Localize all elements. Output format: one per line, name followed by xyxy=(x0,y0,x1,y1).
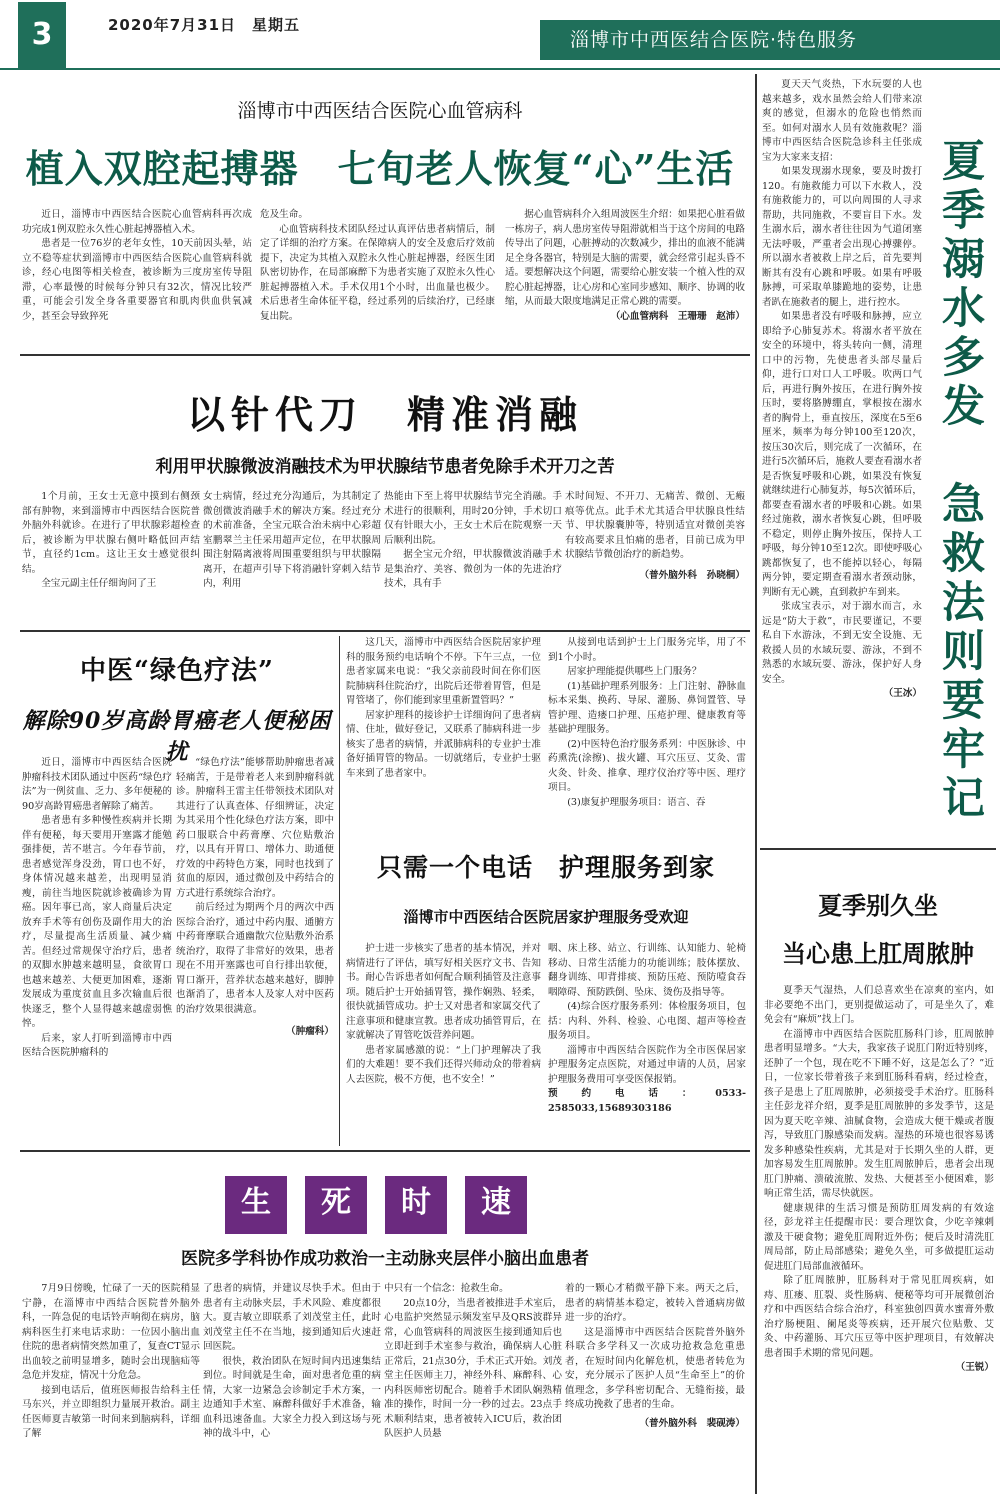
article5-subtitle: 医院多学科协作成功救治一主动脉夹层伴小脑出血患者 xyxy=(181,1249,589,1269)
hemorrhoid-article-title1: 夏季别久坐 xyxy=(818,891,938,920)
paragraph: 患者患有多种慢性疾病并长期伴有便秘，每天要用开塞露才能勉强排便，苦不堪言。今年春节前，患者感觉浑身没劲，胃口也不好，身体情况越来越差，出现明显消瘦，前往当地医院就诊被确诊为胃癌。因年事已高，家人商量后决定放弃手术等有创伤及副作用大的治疗，尽量提高生活质量、减少痛苦。但经过常规保守治疗后，患者的双脚水肿越来越明显，食欲胃口也越来越差、大便更加困难，逐渐发展成为重度贫血且多次输血后很快逐乏，整个人显得越来越虚弱憔悴。 xyxy=(22,815,172,1029)
article2-col3 xyxy=(384,490,562,625)
divider xyxy=(20,630,750,632)
byline: （普外脑外科 裴砚涛） xyxy=(639,1417,745,1429)
hemorrhoid-article-text xyxy=(764,984,994,1492)
paragraph: (3)康复护理服务项目：语言、吞 xyxy=(567,796,706,808)
section-banner: 淄博市中西医结合医院·特色服务 xyxy=(540,20,1000,60)
article3-kicker: 中医“绿色疗法” xyxy=(80,656,274,686)
paragraph: 近日，淄博市中西医结合医院肿瘤科技术团队通过中医药“绿色疗法”为一例贫血、乏力、多年便秘的90岁高龄胃癌患者解除了痛苦。 xyxy=(22,757,172,812)
paragraph: 在淄博市中西医结合医院肛肠科门诊，肛周脓肿患者明显增多。“大夫，我家孩子说肛门附近特别疼，还肿了一个包，现在吃不下睡不好，这是怎么了？”近日，一位家长带着孩子来到肛肠科看病，经过检查，孩子是患上了肛周脓肿，必须接受手术治疗。肛肠科主任彭龙祥介绍，夏季是肛周脓肿的多发季节，这是因为夏天吃辛辣、油腻食物，会造成大便干燥或者腹泻，导致肛门腺感染而发病。湿热的环境也很容易诱发多种感染性疾病，尤其是对于长期久坐的人群，更加容易发生肛周脓肿。发生肛周脓肿后，患者会出现肛门肿痛、溃破流脓、发热、大便甚至小便困难，影响正常生活，需尽快就医。 xyxy=(764,1028,994,1199)
byline: （肿瘤科） xyxy=(286,1026,334,1037)
hemorrhoid-article-title2: 当心患上肛周脓肿 xyxy=(782,939,974,968)
paragraph: 患者家属感激的说：“上门护理解决了我们的大难题！要不我们还得兴师动众的带着病人去医院，极不方便，也不安全！” xyxy=(346,1044,541,1085)
paragraph: (1)基础护理系列服务：上门注射、静脉血标本采集、换药、导尿、灌肠、鼻饲置管、导管护理、造瘘口护理、压疮护理、健康教育等基础护理服务。 xyxy=(548,680,746,735)
article4-top-col1 xyxy=(346,636,541,834)
divider xyxy=(339,636,340,1146)
article4-subtitle: 淄博市中西医结合医院居家护理服务受欢迎 xyxy=(403,908,689,926)
paragraph: 7月9日傍晚，忙碌了一天的医院稍显宁静，在淄博市中西结合医院普外脑外科，一阵急促的电话铃声响彻在病房，脑病科医生打来电话求助：一位因小脑出血住院的患者病情突然加重了，复查CT显示出血较之前明显增多，随时会出现脑疝等急危并发症，情况十分危急。 xyxy=(22,1283,200,1381)
article2-title: 以针代刀 精准消融 xyxy=(186,393,583,437)
issue-date: 2020年7月31日 星期五 xyxy=(108,16,301,34)
banner-char: 速 xyxy=(465,1176,527,1234)
drowning-article-text xyxy=(762,78,922,840)
article3-col1 xyxy=(22,756,172,1142)
article5-col2 xyxy=(203,1282,381,1490)
paragraph: 近日，淄博市中西医结合医院心血管病科再次成功完成1例双腔永久性心脏起搏器植入术。 xyxy=(22,209,252,235)
article4-top-col2 xyxy=(548,636,746,834)
paragraph: 后来，家人打听到淄博市中西医结合医院肿瘤科的 xyxy=(22,1032,172,1058)
paragraph: 女士病情，经过充分沟通后，为其制定了微创微波消融手术的解决方案。经过充分的术前准备，全宝元联合治未病中心彩超室鹏翠兰主任采用超声定位，在甲状腺周围注射隔离液将周围重要组织与甲状腺隔离开，在超声引导下将消融针穿刺入结节内，利用 xyxy=(203,491,381,589)
article2-col2 xyxy=(203,490,381,625)
divider xyxy=(20,354,750,356)
paragraph: 这几天，淄博市中西医结合医院居家护理科的服务预约电话响个不停。下午三点，一位患者家属来电说：“我父亲前段时间在你们医院肺病科住院治疗，出院后还带着胃管，但是胃管堵了，你们能到家里重新置管吗？” xyxy=(346,637,541,706)
paragraph: 术时间短、不开刀、无痛苦、微创、无瘢痕等优点。此手术尤其适合甲状腺良性结节、甲状腺囊肿等，特别适宜对微创美容有较高要求且怕痛的患者，目前已成为甲状腺结节微创治疗的新趋势。 xyxy=(565,491,745,560)
page-number: 3 xyxy=(18,2,66,68)
article1-kicker: 淄博市中西医结合医院心血管病科 xyxy=(237,100,523,122)
paragraph: 据全宝元介绍，甲状腺微波消融手术是集治疗、美容、微创为一体的先进治疗技术，具有手 xyxy=(384,549,562,589)
paragraph: 淄博市中西医结合医院作为全市医保居家护理服务定点医院，对通过申请的人员，居家护理服务费用可享受医保报销。 xyxy=(548,1044,746,1085)
paragraph: 很快，救治团队在短时间内迅速集结到位。时间就是生命，面对患者危重的病情，大家一边紧急会诊制定手术方案，一边通知手术室、麻醉科做好手术准备，输血科迅速备血。大家全力投入到这场与死神的战斗中，心 xyxy=(203,1355,381,1439)
paragraph: 咽、床上移、站立、行训练、认知能力、轮椅移动、日常生活能力的功能训练；肢体摆放、翻身训练、叩背排痰、预防压疮、预防噎食吞咽障碍、预防跌倒、坠床、烫伤及指导等。 xyxy=(548,943,746,998)
byline: （王冰） xyxy=(883,688,922,699)
paragraph: 1个月前，王女士无意中摸到右侧颈部有肿物，来到淄博市中西医结合医院普外脑外科就诊。在进行了甲状腺彩超检查后，被诊断为甲状腺右侧叶略低回声结节，直径约1cm。这让王女士感觉很纠结。 xyxy=(22,491,200,575)
paragraph: “绿色疗法”能够帮助肿瘤患者减轻痛苦，于是带着老人来到肿瘤科就诊。肿瘤科王雷主任带领技术团队对其进行了认真查体、仔细辨证，决定为其采用个性化绿色疗法方案，即中药口服联合中药膏摩、穴位贴敷治疗，以具有开胃口、增体力、助通便疗效的中药特色方案，同时也找到了贫血的原因，通过微创及中药结合的方式进行系统综合治疗。 xyxy=(176,757,334,899)
paragraph: 夏季天气湿热，人们总喜欢坐在凉爽的室内，如非必要绝不出门，更别提做运动了，可是坐久了，难免会有“麻烦”找上门。 xyxy=(764,985,994,1025)
page-header xyxy=(0,0,1000,74)
paragraph: 居家护理能提供哪些上门服务？ xyxy=(567,666,702,677)
header-rule xyxy=(0,68,1000,70)
paragraph: 如果发现溺水现象，要及时拨打120。有施救能力可以下水救人，没有施救能力的，可以向周围的人寻求帮助，共同施救，不要盲目下水。发生溺水后，溺水者往往因为气道闭塞无法呼吸，严重者会出现心搏骤停。所以溺水者被救上岸之后，首先要判断其有没有心跳和呼吸。如果有呼吸脉搏，可采取单膝跪地的姿势，让患者趴在施救者的腿上，进行控水。 xyxy=(762,166,922,308)
paragraph: 健康规律的生活习惯是预防肛周发病的有效途径，彭龙祥主任提醒市民：要合理饮食，少吃辛辣刺激及干硬食物；避免肛周附近外伤；便后及时清洗肛周局部，防止局部感染；避免久坐，可多做提肛运动促进肛门局部血液循环。 xyxy=(764,1202,994,1272)
article5-banner xyxy=(225,1176,525,1234)
paragraph: 着的一颗心才稍微平静下来。两天之后，患者的病情基本稳定，被转入普通病房做进一步的治疗。 xyxy=(565,1283,745,1323)
paragraph: 前后经过为期两个月的两次中西医综合治疗，通过中药内服、通腑方中药膏摩联合通幽散穴位贴敷外治系统治疗，取得了非常好的效果，患者现在不用开塞露也可自行排出软便，胃口渐开，营养状态越来越好，脚肿也渐消了，患者本人及家人对中医药的治疗效果很满意。 xyxy=(176,902,334,1015)
drowning-article-title: 夏季溺水多发 急救法则要牢记 xyxy=(935,138,985,824)
paragraph: 中只有一个信念：抢救生命。 xyxy=(384,1283,509,1294)
paragraph: 危及生命。 xyxy=(260,209,308,220)
article4-title: 只需一个电话 护理服务到家 xyxy=(376,853,715,882)
paragraph: (4)综合医疗服务系列：体检服务项目，包括：内科、外科、检验、心电图、超声等检查服务项目。 xyxy=(548,1001,746,1041)
article4-bottom-col2 xyxy=(548,942,746,1142)
banner-char: 死 xyxy=(305,1176,367,1234)
article5-col4 xyxy=(565,1282,745,1490)
paragraph: (2)中医特色治疗服务系列：中医脉诊、中药熏洗(涂擦)、拔火罐、耳穴压豆、艾灸、雷火灸、针灸、推拿、理疗仪治疗等中医、理疗项目。 xyxy=(548,738,746,793)
paragraph: 20点10分，当患者被推进手术室后，心电监护突然显示频发室早及QRS波群异常，心血管病科的周波医生接到通知后也立即赶到手术室参与救治，确保病人心脏正常后，21点30分，手术正式开始。刘茂堂主任医师主刀，神经外科、麻醉科、心内科医师密切配合。随着手术团队娴熟精准的操作，时间一分一秒的过去。23点手术顺利结束，患者被转入ICU后，救治团队医护人员悬 xyxy=(384,1297,562,1439)
paragraph: 从接到电话到护士上门服务完毕，用了不到1个小时。 xyxy=(548,637,746,663)
paragraph: 心血管病科技术团队经过认真评估患者病情后，制定了详细的治疗方案。在保障病人的安全及愈后疗效前提下，决定为其植入双腔永久性心脏起搏器，经医生团队密切协作，在局部麻醉下为患者实施了双腔永久性心脏起搏器植入术。手术仅用1个小时，出血量也极少。术后患者生命体征平稳，经过系列的后续治疗，已经康复出院。 xyxy=(260,223,495,322)
byline: （王锐） xyxy=(955,1362,994,1373)
paragraph: 全宝元副主任仔细询问了王 xyxy=(41,578,157,589)
paragraph: 除了肛周脓肿，肛肠科对于常见肛周疾病，如痔、肛瘘、肛裂、炎性肠病、便秘等均可开展微创治疗和中西医结合综合治疗，科室独创四黄水蜜膏外敷治疗肠梗阻、阑尾炎等疾病，还开展穴位贴敷、艾灸、中药灌肠、耳穴压豆等中医护理项目，有效解决患者围手术期的常见问题。 xyxy=(764,1275,994,1359)
article1-col2 xyxy=(260,208,495,348)
paragraph: 这是淄博市中西医结合医院普外脑外科联合多学科又一次成功抢救急危重患者，在短时间内化解危机，使患者转危为安，充分展示了医护人员“生命至上”的价值理念，多学科密切配合、无缝衔接，最终成功挽救了患者的生命。 xyxy=(565,1326,745,1410)
byline: （心血管病科 王珊珊 赵沛） xyxy=(610,310,745,322)
article2-subtitle: 利用甲状腺微波消融技术为甲状腺结节患者免除手术开刀之苦 xyxy=(155,457,615,477)
paragraph: 如果患者没有呼吸和脉搏，应立即给予心肺复苏术。将溺水者平放在安全的环境中，将头转向一侧，清理口中的污物，先使患者头部尽量后仰，进行口对口人工呼吸。吹两口气后，再进行胸外按压，在进行胸外按压时，要将胳膊绷直，掌根按在溺水者的胸骨上，垂直按压，深度在5至6厘米，频率为每分钟100至120次，按压30次后，则完成了一次循环，在进行5次循环后，施救人要查看溺水者是否恢复呼吸和心跳，如果没有恢复就继续进行心肺复苏，每5次循环后，都要查看溺水者的呼吸和心跳。如果经过施救，溺水者恢复心跳，但呼吸不稳定，则停止胸外按压，保持人工呼吸，每分钟10至12次。即使呼吸心跳都恢复了，也不能掉以轻心，每隔两分钟，要定期查看溺水者颈动脉，判断有无心跳，直到救护车到来。 xyxy=(762,311,922,598)
divider xyxy=(760,848,996,850)
column-divider xyxy=(755,74,757,1494)
article5-col1 xyxy=(22,1282,200,1490)
banner-char: 时 xyxy=(385,1176,447,1234)
paragraph: 患者是一位76岁的老年女性，10天前因头晕，站立不稳等症状到淄博市中西医结合医院心血管病科就诊，经心电图等相关检查，被诊断为三度房室传导阻滞，心率最慢的时候每分钟只有32次，情况比较严重，可能会引发全身各重要器官和肌肉供血供氧减少，甚至会导致猝死 xyxy=(22,238,252,322)
article3-col2 xyxy=(176,756,334,1142)
article5-col3 xyxy=(384,1282,562,1490)
paragraph: 热能由下至上将甲状腺结节完全消融。手术进行的很顺利，用时20分钟，手术切口仅有针眼大小，王女士术后在院观察一天后顺利出院。 xyxy=(384,491,562,546)
paragraph: 张成宝表示，对于溺水而言，永远是“防大于救”，市民要谨记，不要私自下水游泳，不到无安全设施、无救援人员的水域玩耍、游泳，不到不熟悉的水域玩耍、游泳，保护好人身安全。 xyxy=(762,601,922,685)
article1-col1 xyxy=(22,208,252,348)
banner-char: 生 xyxy=(225,1176,287,1234)
paragraph: 居家护理科的接诊护士详细询问了患者病情、住址，做好登记，又联系了肺病科进一步核实了患者的病情，并派肺病科的专业护士准备好插胃管的物品。一切就绪后，专业护士驱车来到了患者家中。 xyxy=(346,709,541,779)
paragraph: 接到电话后，值班医师报告给科主任马东兴，并立即组织力量展开救治。副主任医师夏吉敏第一时间来到脑病科，详细了解 xyxy=(22,1384,200,1439)
byline: （普外脑外科 孙晓桐） xyxy=(639,569,745,581)
paragraph: 夏天天气炎热，下水玩耍的人也越来越多，戏水虽然会给人们带来凉爽的感觉，但溺水的危险也悄然而至。如何对溺水人员有效施救呢？淄博市中西医结合医院急诊科主任张成宝为大家来支招： xyxy=(762,79,922,163)
article1-col3 xyxy=(505,208,745,348)
phone-line: 预约电话：0533-2585033,15689303186 xyxy=(548,1088,746,1114)
paragraph: 护士进一步核实了患者的基本情况，并对病情进行了评估，填写好相关医疗文书、告知书。耐心告诉患者如何配合顺利插管及注意事项。随后护士开始插胃管，操作娴熟、轻柔，很快就插管成功。护士又对患者和家属交代了注意事项和健康宣教。患者成功插管胃后，在家就解决了胃管吃饭营养问题。 xyxy=(346,943,541,1041)
article3-title: 解除90岁高龄胃癌老人便秘困扰 xyxy=(22,708,332,765)
paragraph: 据心血管病科介入组周波医生介绍：如果把心脏看做一栋房子，病人患房室传导阻滞就相当于这个房间的电路传导出了问题，心脏搏动的次数减少，排出的血液不能满足全身各器官，特别是大脑的需要，就会经常引起头昏不适。要想解决这个问题，需要给心脏安装一个植入性的双腔心脏起搏器，让心房和心室同步感知、顺序、协调的收缩，从而最大限度地满足正常心跳的需要。 xyxy=(505,209,745,307)
article2-col4 xyxy=(565,490,745,625)
article1-title: 植入双腔起搏器 七旬老人恢复“心”生活 xyxy=(25,146,735,191)
paragraph: 了患者的病情，并建议尽快手术。但由于患者有主动脉夹层，手术风险、难度都很大。夏吉敏立即联系了刘茂堂主任，此时刘茂堂主任不在当地，接到通知后火速赶回医院。 xyxy=(203,1283,381,1352)
divider xyxy=(20,1150,750,1152)
article2-col1 xyxy=(22,490,200,625)
article4-bottom-col1 xyxy=(346,942,541,1142)
